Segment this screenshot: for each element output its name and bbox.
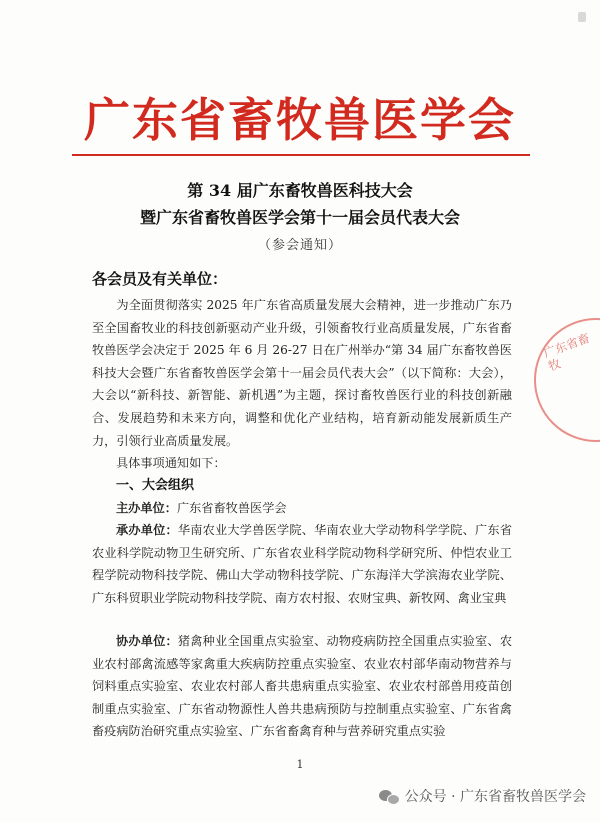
seal-text: 广东省畜牧 [541,330,592,374]
intro-paragraph: 为全面贯彻落实 2025 年广东省高质量发展大会精神，进一步推动广东乃至全国畜牧业的科技创新驱动产业升级，引领畜牧行业高质量发展，广东省畜牧兽医学会决定于 2025 年 6 月 26-27 日在广州举办“第 34 届广东畜牧兽医科技大会暨广东省畜牧兽医学会第十一届会员代表大会”（以下简称：大会），大会以“新科技、新智能、新机遇”为主题，探讨畜牧兽医行业的科技创新融合、发展趋势和未来方向，调整和优化产业结构，培育新动能发展新质生产力，引领行业高质量发展。 [92,298,512,448]
corner-mark [578,12,586,22]
header-divider [72,154,530,156]
salutation: 各会员及有关单位： [92,270,228,288]
conference-title-line1: 第 34 届广东畜牧兽医科技大会 [187,181,413,200]
section-heading: 一、大会组织 [116,478,195,493]
host-label: 主办单位： [116,501,177,515]
wechat-icon [379,788,399,804]
co-organizer-entry [92,630,512,743]
host-value: 广东省畜牧兽医学会 [176,501,287,515]
co-organizer-label: 协办单位： [116,634,178,648]
wechat-footer[interactable] [379,786,586,806]
notice-tag: （参会通知） [257,238,342,253]
org-title: 广东省畜牧兽医学会 [84,93,516,147]
conference-title-line2: 暨广东省畜牧兽医学会第十一届会员代表大会 [139,208,460,227]
organizer-entry [92,519,512,609]
organizer-value: 华南农业大学兽医学院、华南农业大学动物科学学院、广东省农业科学院动物卫生研究所、广东省农业科学院动物科学研究所、仲恺农业工程学院动物科技学院、佛山大学动物科技学院、广东海洋大学滨海农业学院、广东科贸职业学院动物科技学院、南方农村报、农财宝典、新牧网、禽业宝典 [92,523,513,605]
footer-label: 公众号 · 广东省畜牧兽医学会 [404,789,586,805]
details-intro: 具体事项通知如下： [116,456,226,470]
page-number: 1 [296,758,304,771]
organizer-label: 承办单位： [116,523,178,537]
co-organizer-value: 猪禽种业全国重点实验室、动物疫病防控全国重点实验室、农业农村部禽流感等家禽重大疾病防控重点实验室、农业农村部华南动物营养与饲料重点实验室、农业农村部人畜共患病重点实验室、农业农村部兽用疫苗创制重点实验室、广东省动物源性人兽共患病预防与控制重点实验室、广东省禽畜疫病防治研究重点实验室、广东省畜禽育种与营养研究重点实验 [92,634,513,739]
host-entry [92,497,512,520]
